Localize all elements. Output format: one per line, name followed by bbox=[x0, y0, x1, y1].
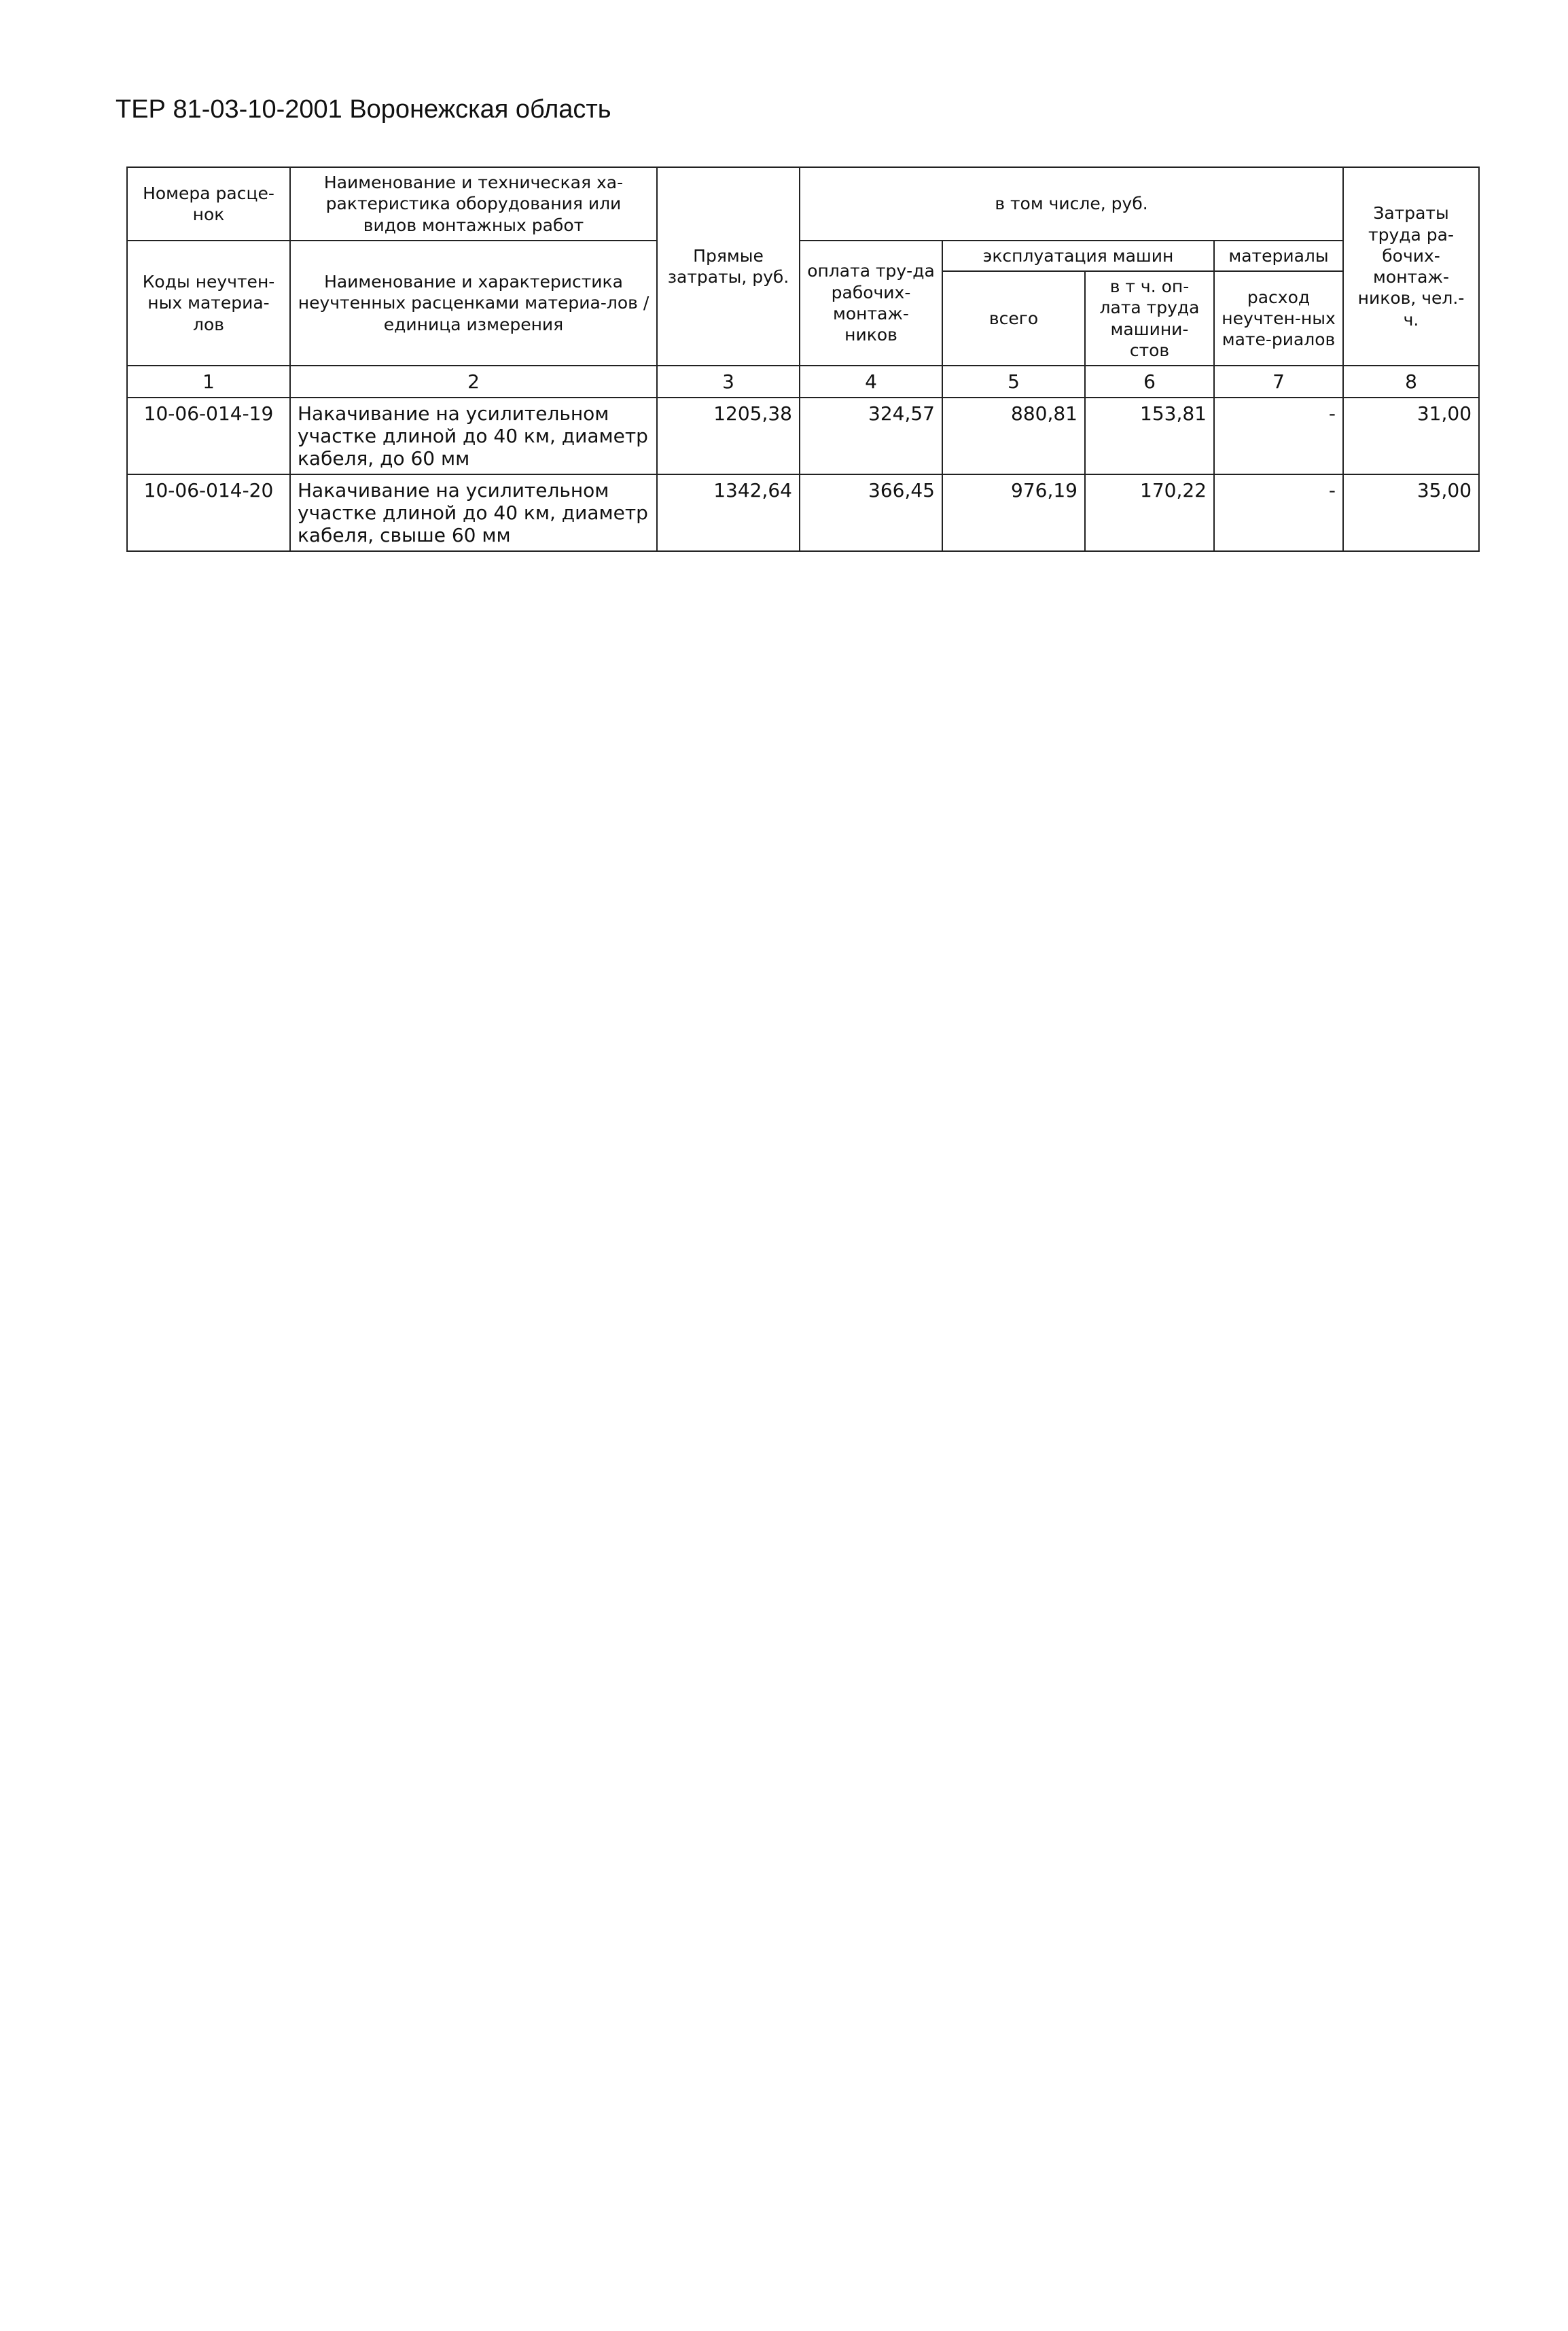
row-hours: 31,00 bbox=[1343, 398, 1479, 474]
rates-table bbox=[126, 166, 1480, 552]
col-mach-header: эксплуатация машин bbox=[942, 241, 1214, 271]
row-name: Накачивание на усилительном участке длиной до 40 км, диаметр кабеля, до 60 мм bbox=[290, 398, 657, 474]
row-mat: - bbox=[1214, 398, 1343, 474]
col-mat-use-header: расход неучтен-ных мате-риалов bbox=[1214, 271, 1343, 366]
table-row bbox=[127, 398, 1479, 474]
col-direct-header: Прямые затраты, руб. bbox=[657, 167, 800, 366]
row-mach: 976,19 bbox=[942, 474, 1085, 551]
row-direct: 1205,38 bbox=[657, 398, 800, 474]
col-hours-header: Затраты труда ра-бочих-монтаж-ников, чел.-ч. bbox=[1343, 167, 1479, 366]
row-mach-pay: 153,81 bbox=[1085, 398, 1214, 474]
col-num-3: 3 bbox=[657, 366, 800, 398]
row-code: 10-06-014-20 bbox=[127, 474, 290, 551]
col-matcode-header: Коды неучтен-ных материа-лов bbox=[127, 241, 290, 366]
col-labor-header: оплата тру-да рабочих-монтаж-ников bbox=[800, 241, 942, 366]
row-mach-pay: 170,22 bbox=[1085, 474, 1214, 551]
col-num-2: 2 bbox=[290, 366, 657, 398]
col-num-6: 6 bbox=[1085, 366, 1214, 398]
col-num-1: 1 bbox=[127, 366, 290, 398]
row-labor: 324,57 bbox=[800, 398, 942, 474]
row-direct: 1342,64 bbox=[657, 474, 800, 551]
col-num-5: 5 bbox=[942, 366, 1085, 398]
row-name: Накачивание на усилительном участке длиной до 40 км, диаметр кабеля, свыше 60 мм bbox=[290, 474, 657, 551]
col-mat-header: материалы bbox=[1214, 241, 1343, 271]
col-num-7: 7 bbox=[1214, 366, 1343, 398]
col-incl-header: в том числе, руб. bbox=[800, 167, 1343, 241]
col-num-4: 4 bbox=[800, 366, 942, 398]
row-mach: 880,81 bbox=[942, 398, 1085, 474]
row-code: 10-06-014-19 bbox=[127, 398, 290, 474]
row-mat: - bbox=[1214, 474, 1343, 551]
col-num-8: 8 bbox=[1343, 366, 1479, 398]
col-matname-header: Наименование и характеристика неучтенных расценками материа-лов / единица измерения bbox=[290, 241, 657, 366]
col-name-header: Наименование и техническая ха-рактеристика оборудования или видов монтажных работ bbox=[290, 167, 657, 241]
col-code-header: Номера расце-нок bbox=[127, 167, 290, 241]
table-row bbox=[127, 474, 1479, 551]
running-header: ТЕР 81-03-10-2001 Воронежская область bbox=[115, 95, 611, 124]
row-hours: 35,00 bbox=[1343, 474, 1479, 551]
row-labor: 366,45 bbox=[800, 474, 942, 551]
col-mach-pay-header: в т ч. оп-лата труда машини-стов bbox=[1085, 271, 1214, 366]
col-mach-total-header: всего bbox=[942, 271, 1085, 366]
